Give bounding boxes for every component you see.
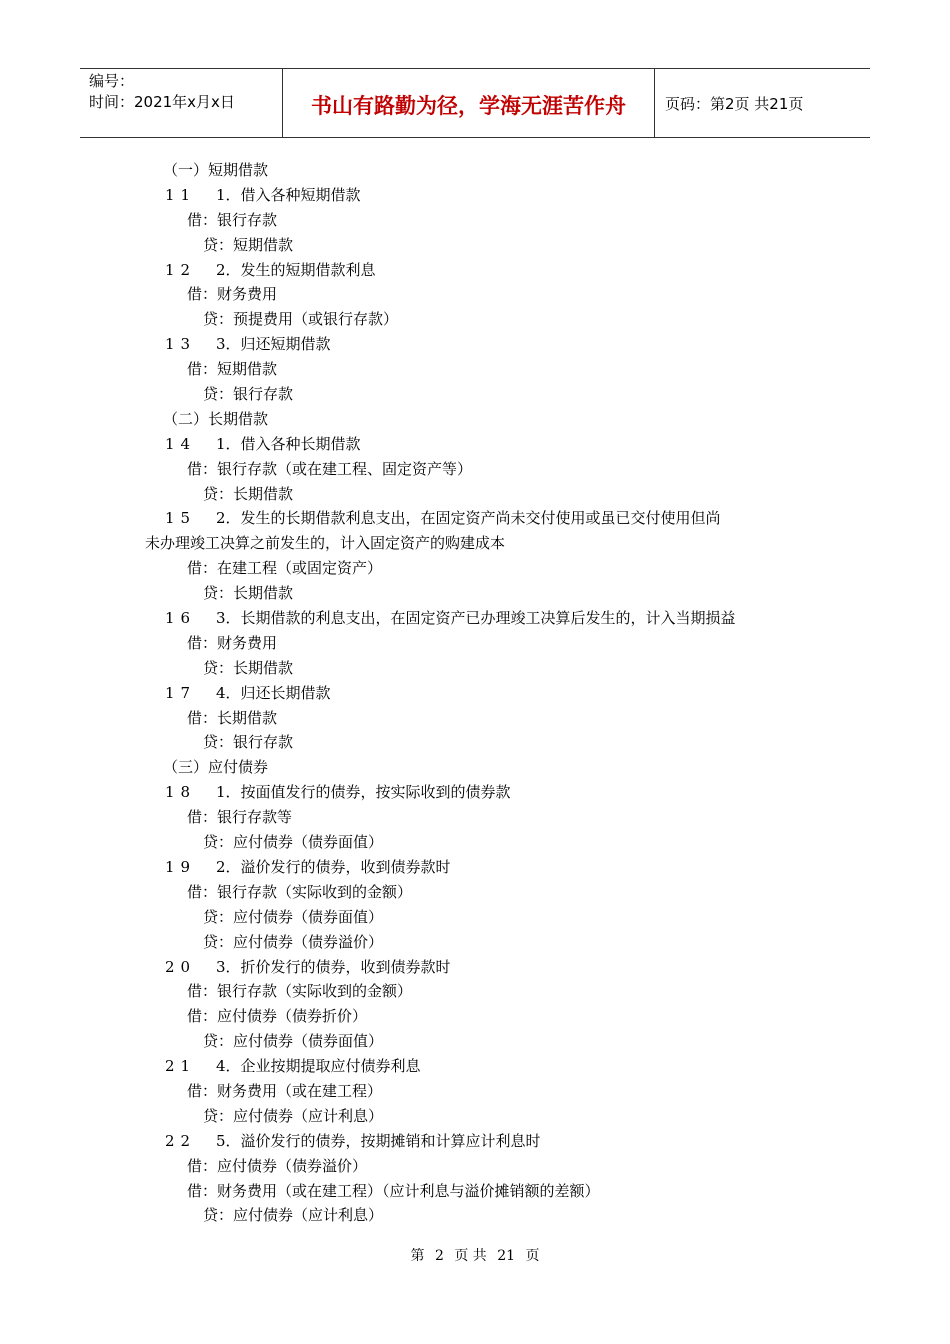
line-text: 贷：长期借款: [203, 584, 294, 603]
section-heading: [145, 407, 845, 432]
credit-line: [145, 1104, 845, 1129]
debit-line: [145, 880, 845, 905]
page-header: [80, 68, 870, 138]
line-text: 贷：银行存款: [203, 733, 294, 752]
line-text: 贷：应付债券（债券溢价）: [203, 932, 384, 951]
credit-line: [145, 382, 845, 407]
numbered-entry: [145, 855, 845, 880]
line-text: 贷：长期借款: [203, 658, 294, 677]
numbered-entry: [145, 681, 845, 706]
line-text: 贷：长期借款: [203, 484, 294, 503]
line-text: 借：财务费用: [187, 285, 278, 304]
line-text: 借：财务费用（或在建工程）: [187, 1081, 383, 1100]
entry-number: 18: [165, 783, 197, 802]
line-text: 未办理竣工决算之前发生的，计入固定资产的购建成本: [145, 534, 506, 553]
line-text: 1．按面值发行的债券，按实际收到的债券款: [216, 783, 511, 802]
debit-line: [145, 1004, 845, 1029]
header-meta-cell: [80, 69, 283, 137]
footer-prefix: 第: [410, 1248, 425, 1264]
debit-line: [145, 979, 845, 1004]
credit-line: [145, 656, 845, 681]
entry-number: 22: [165, 1131, 197, 1150]
line-text: 1．借入各种短期借款: [216, 185, 361, 204]
numbered-entry: [145, 1129, 845, 1154]
entry-number: 15: [165, 509, 197, 528]
footer-middle: 页 共: [454, 1248, 487, 1264]
line-text: 借：银行存款（实际收到的金额）: [187, 982, 413, 1001]
line-text: 借：银行存款（实际收到的金额）: [187, 882, 413, 901]
line-text: 3．长期借款的利息支出，在固定资产已办理竣工决算后发生的，计入当期损益: [216, 609, 736, 628]
debit-line: [145, 1079, 845, 1104]
debit-line: [145, 706, 845, 731]
credit-line: [145, 1029, 845, 1054]
line-text: 4．归还长期借款: [216, 683, 331, 702]
credit-line: [145, 307, 845, 332]
credit-line: [145, 581, 845, 606]
line-text: 贷：应付债券（债券面值）: [203, 833, 384, 852]
line-text: 借：财务费用（或在建工程）（应计利息与溢价摊销额的差额）: [187, 1181, 600, 1200]
credit-line: [145, 905, 845, 930]
line-text: 1．借入各种长期借款: [216, 434, 361, 453]
credit-line: [145, 482, 845, 507]
line-text: 借：长期借款: [187, 708, 278, 727]
line-text: 2．溢价发行的债券，收到债券款时: [216, 857, 451, 876]
line-text: 2．发生的短期借款利息: [216, 260, 376, 279]
credit-line: [145, 930, 845, 955]
header-page-info: 页码：第2页 共21页: [665, 94, 804, 113]
header-motto: 书山有路勤为径，学海无涯苦作舟: [283, 69, 655, 137]
line-text: （一）短期借款: [163, 161, 269, 179]
line-text: 贷：短期借款: [203, 235, 294, 254]
entry-number: 13: [165, 335, 197, 354]
numbered-entry: [145, 506, 845, 531]
section-heading: [145, 755, 845, 780]
numbered-entry: [145, 183, 845, 208]
credit-line: [145, 1203, 845, 1228]
numbered-entry: [145, 955, 845, 980]
line-text: 贷：银行存款: [203, 385, 294, 404]
numbered-entry: [145, 606, 845, 631]
numbered-entry: [145, 258, 845, 283]
debit-line: [145, 631, 845, 656]
line-text: 贷：应付债券（债券面值）: [203, 1032, 384, 1051]
entry-number: 14: [165, 434, 197, 453]
section-heading: [145, 158, 845, 183]
header-number-label: 编号：: [89, 72, 135, 90]
debit-line: [145, 208, 845, 233]
entry-number: 20: [165, 957, 197, 976]
line-text: 4．企业按期提取应付债券利息: [216, 1057, 421, 1076]
line-text: 借：银行存款等: [187, 808, 293, 827]
debit-line: [145, 357, 845, 382]
entry-number: 17: [165, 683, 197, 702]
line-text: 借：应付债券（债券折价）: [187, 1007, 368, 1026]
entry-number: 16: [165, 609, 197, 628]
debit-line: [145, 457, 845, 482]
entry-continuation: [145, 531, 845, 556]
line-text: 贷：应付债券（应计利息）: [203, 1206, 384, 1225]
page-footer: [0, 1245, 950, 1265]
credit-line: [145, 730, 845, 755]
debit-line: [145, 556, 845, 581]
footer-total-pages: 21: [497, 1248, 516, 1264]
footer-suffix: 页: [525, 1248, 540, 1264]
numbered-entry: [145, 432, 845, 457]
line-text: 借：银行存款（或在建工程、固定资产等）: [187, 459, 473, 478]
debit-line: [145, 805, 845, 830]
line-text: 借：在建工程（或固定资产）: [187, 559, 383, 578]
entry-number: 21: [165, 1057, 197, 1076]
line-text: 2．发生的长期借款利息支出，在固定资产尚未交付使用或虽已交付使用但尚: [216, 509, 721, 528]
line-text: 5．溢价发行的债券，按期摊销和计算应计利息时: [216, 1131, 541, 1150]
line-text: （二）长期借款: [163, 409, 269, 428]
credit-line: [145, 233, 845, 258]
debit-line: [145, 282, 845, 307]
line-text: 借：财务费用: [187, 633, 278, 652]
line-text: （三）应付债券: [163, 758, 269, 777]
numbered-entry: [145, 1054, 845, 1079]
line-text: 贷：预提费用（或银行存款）: [203, 310, 399, 329]
line-text: 借：应付债券（债券溢价）: [187, 1156, 368, 1175]
entry-number: 19: [165, 857, 197, 876]
header-time-label: 时间：2021年x月x日: [89, 93, 235, 111]
footer-page-number: 2: [434, 1248, 444, 1264]
entry-number: 11: [165, 185, 197, 204]
credit-line: [145, 830, 845, 855]
line-text: 借：银行存款: [187, 210, 278, 229]
debit-line: [145, 1154, 845, 1179]
line-text: 贷：应付债券（债券面值）: [203, 907, 384, 926]
entry-number: 12: [165, 260, 197, 279]
numbered-entry: [145, 780, 845, 805]
line-text: 3．折价发行的债券，收到债券款时: [216, 957, 451, 976]
line-text: 3．归还短期借款: [216, 335, 331, 354]
numbered-entry: [145, 332, 845, 357]
line-text: 贷：应付债券（应计利息）: [203, 1106, 384, 1125]
line-text: 借：短期借款: [187, 360, 278, 379]
debit-line: [145, 1179, 845, 1204]
document-body: [145, 158, 845, 1228]
